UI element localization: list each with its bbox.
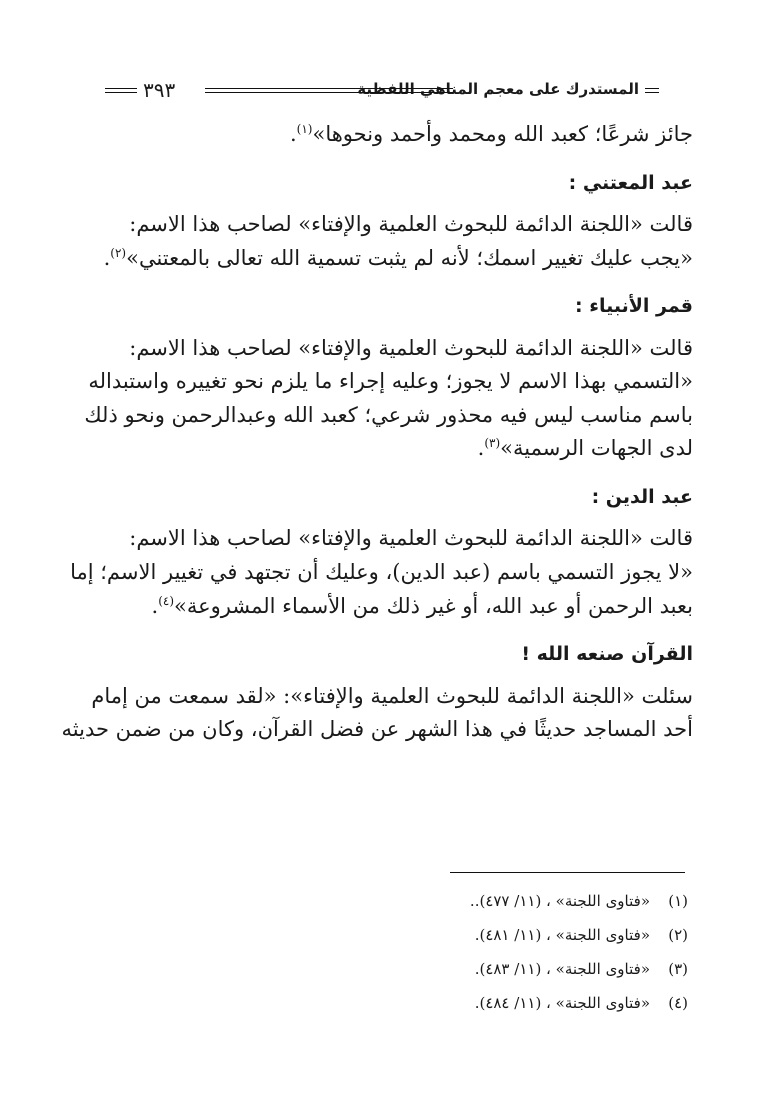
text-line: قالت «اللجنة الدائمة للبحوث العلمية والإفتاء» لصاحب هذا الاسم: (129, 211, 693, 236)
footnote-number: (١) (668, 892, 688, 910)
footnote-text: «فتاوى اللجنة» ، (١١/ ٤٧٧).. (469, 892, 650, 910)
footnote-number: (٣) (668, 960, 688, 978)
footnote-ref: (٢) (110, 245, 127, 260)
header-rule-left (105, 88, 137, 93)
section-heading-alquran: القرآن صنعه الله ! (521, 643, 693, 666)
footnote-text: «فتاوى اللجنة» ، (١١/ ٤٨٣). (474, 960, 650, 978)
footnotes (408, 884, 688, 1020)
text-line: بعبد الرحمن أو عبد الله، أو غير ذلك من الأسماء المشروعة»$^{(٤)}$. (151, 593, 693, 618)
footnote-separator (450, 872, 685, 873)
text-line: قالت «اللجنة الدائمة للبحوث العلمية والإفتاء» لصاحب هذا الاسم: (129, 335, 693, 360)
footnote (408, 884, 688, 918)
footnote-ref: (١) (296, 122, 313, 136)
footnote-number: (٢) (668, 926, 688, 944)
footnote-text: «فتاوى اللجنة» ، (١١/ ٤٨١). (474, 926, 650, 944)
text-line: «التسمي بهذا الاسم لا يجوز؛ وعليه إجراء ما يلزم نحو تغييره واستبداله (88, 369, 693, 394)
text-line: أحد المساجد حديثًا في هذا الشهر عن فضل القرآن، وكان من ضمن حديثه (61, 717, 693, 742)
footnote-ref: (٣) (484, 436, 501, 451)
text-line: باسم مناسب ليس فيه محذور شرعي؛ كعبد الله وعبدالرحمن ونحو ذلك (84, 402, 693, 427)
section-paragraph (63, 522, 693, 623)
footnote (408, 918, 688, 952)
header-rule-right (645, 88, 659, 93)
page-body (63, 118, 693, 747)
text-line: لدى الجهات الرسمية»$^{(٣)}$. (477, 436, 693, 461)
intro-paragraph (63, 118, 693, 152)
footnote-text: «فتاوى اللجنة» ، (١١/ ٤٨٤). (474, 994, 650, 1012)
section-heading-abd-aldin: عبد الدين : (591, 485, 693, 508)
header-rule-middle (205, 88, 453, 93)
section-heading-qamar-alanbiya: قمر الأنبياء : (575, 295, 693, 318)
section-paragraph (63, 680, 693, 747)
footnote (408, 986, 688, 1020)
running-header (105, 74, 659, 104)
text-line: جائز شرعًا؛ كعبد الله ومحمد وأحمد ونحوها»$^{(١)}$. (289, 122, 693, 146)
text-line: سئلت «اللجنة الدائمة للبحوث العلمية والإفتاء»: «لقد سمعت من إمام (91, 683, 693, 708)
text-line: قالت «اللجنة الدائمة للبحوث العلمية والإفتاء» لصاحب هذا الاسم: (129, 526, 693, 551)
section-heading-abd-almutani: عبد المعتني : (568, 171, 693, 194)
footnote-ref: (٤) (158, 593, 175, 608)
running-title: المستدرك على معجم المناهي اللفظية (357, 80, 639, 98)
text-line: «لا يجوز التسمي باسم (عبد الدين)، وعليك أن تجتهد في تغيير الاسم؛ إما (70, 559, 693, 584)
footnote-number: (٤) (668, 994, 688, 1012)
page-number: ٣٩٣ (143, 78, 176, 102)
text-line: «يجب عليك تغيير اسمك؛ لأنه لم يثبت تسمية الله تعالى بالمعتني»$^{(٢)}$. (103, 245, 693, 270)
section-paragraph (63, 332, 693, 466)
footnote (408, 952, 688, 986)
section-paragraph (63, 208, 693, 275)
